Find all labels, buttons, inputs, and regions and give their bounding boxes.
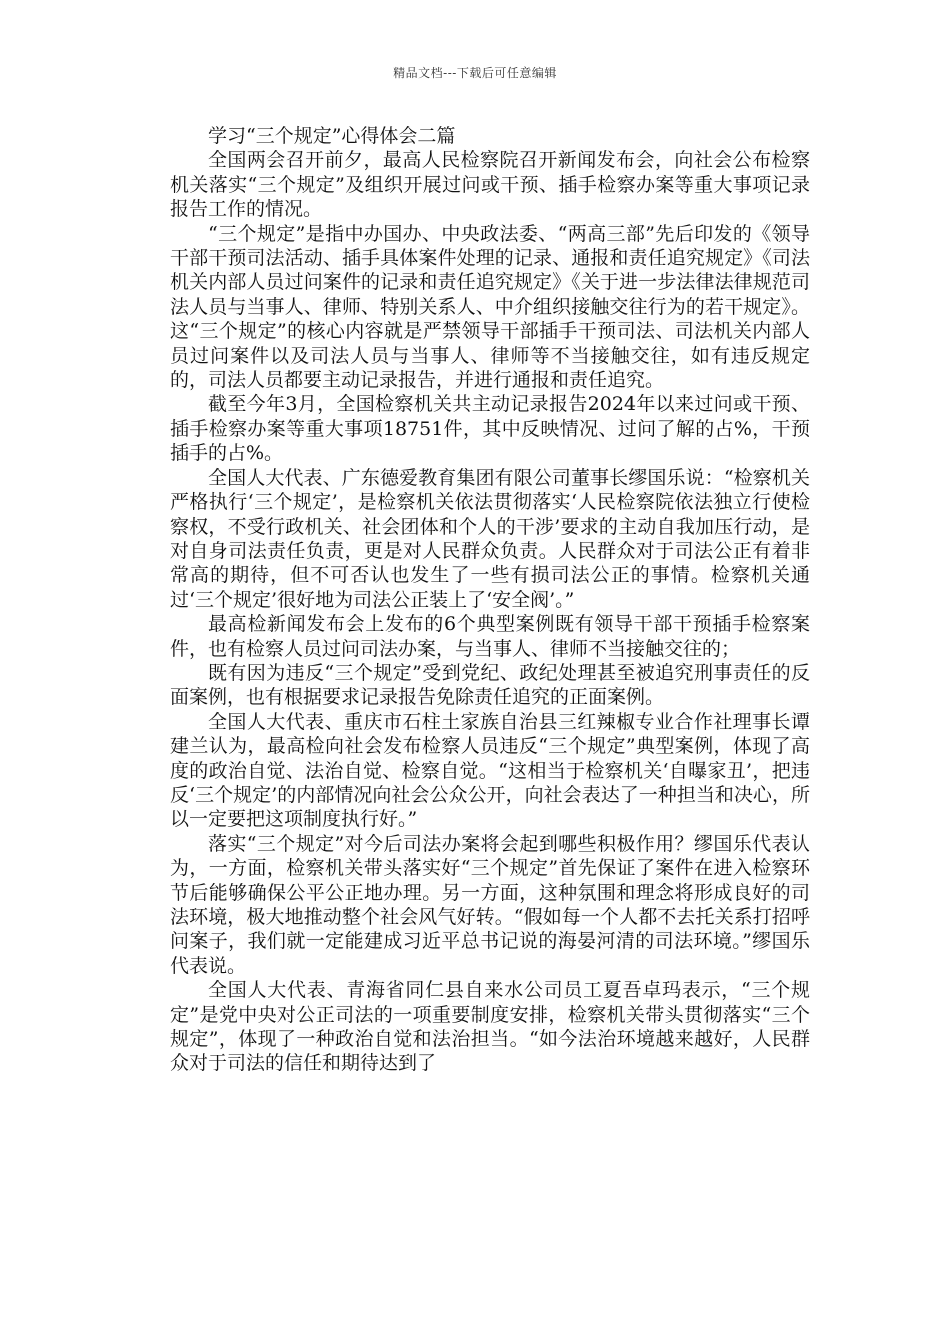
document-body [170, 124, 810, 1076]
paragraph: 全国人大代表、广东德爱教育集团有限公司董事长缪国乐说：“检察机关严格执行‘三个规定’，是检察机关依法贯彻落实‘人民检察院依法独立行使检察权，不受行政机关、社会团体和个人的干涉’要求的主动自我加压行动，是对自身司法责任负责，更是对人民群众负责。人民群众对于司法公正有着非常高的期待，但不可否认也发生了一些有损司法公正的事情。检察机关通过‘三个规定’很好地为司法公正装上了‘安全阀’。” [170, 466, 810, 611]
paragraph: “三个规定”是指中办国办、中央政法委、“两高三部”先后印发的《领导干部干预司法活动、插手具体案件处理的记录、通报和责任追究规定》《司法机关内部人员过问案件的记录和责任追究规定》《关于进一步法律法律规范司法人员与当事人、律师、特别关系人、中介组织接触交往行为的若干规定》。这“三个规定”的核心内容就是严禁领导干部插手干预司法、司法机关内部人员过问案件以及司法人员与当事人、律师等不当接触交往，如有违反规定的，司法人员都要主动记录报告，并进行通报和责任追究。 [170, 222, 810, 392]
document-title: 学习“三个规定”心得体会二篇 [208, 125, 456, 147]
paragraph: 落实“三个规定”对今后司法办案将会起到哪些积极作用？缪国乐代表认为，一方面，检察机关带头落实好“三个规定”首先保证了案件在进入检察环节后能够确保公平公正地办理。另一方面，这种氛围和理念将形成良好的司法环境，极大地推动整个社会风气好转。“假如每一个人都不去托关系打招呼问案子，我们就一定能建成习近平总书记说的海晏河清的司法环境。”缪国乐代表说。 [170, 832, 810, 977]
paragraph: 全国人大代表、青海省同仁县自来水公司员工夏吾卓玛表示，“三个规定”是党中央对公正司法的一项重要制度安排，检察机关带头贯彻落实“三个规定”，体现了一种政治自觉和法治担当。“如今法治环境越来越好，人民群众对于司法的信任和期待达到了 [170, 979, 810, 1075]
paragraph: 全国两会召开前夕，最高人民检察院召开新闻发布会，向社会公布检察机关落实“三个规定”及组织开展过问或干预、插手检察办案等重大事项记录报告工作的情况。 [170, 149, 810, 221]
paragraph: 最高检新闻发布会上发布的6个典型案例既有领导干部干预插手检察案件，也有检察人员过问司法办案，与当事人、律师不当接触交往的； [170, 613, 810, 660]
paragraph: 截至今年3月，全国检察机关共主动记录报告2024年以来过问或干预、插手检察办案等重大事项18751件，其中反映情况、过问了解的占%，干预插手的占%。 [170, 393, 810, 465]
page-header: 精品文档---下载后可任意编辑 [393, 66, 557, 80]
paragraph: 全国人大代表、重庆市石柱土家族自治县三红辣椒专业合作社理事长谭建兰认为，最高检向社会发布检察人员违反“三个规定”典型案例，体现了高度的政治自觉、法治自觉、检察自觉。“这相当于检察机关‘自曝家丑’，把违反‘三个规定’的内部情况向社会公众公开，向社会表达了一种担当和决心，所以一定要把这项制度执行好。” [170, 710, 810, 831]
paragraph: 既有因为违反“三个规定”受到党纪、政纪处理甚至被追究刑事责任的反面案例，也有根据要求记录报告免除责任追究的正面案例。 [170, 661, 810, 709]
